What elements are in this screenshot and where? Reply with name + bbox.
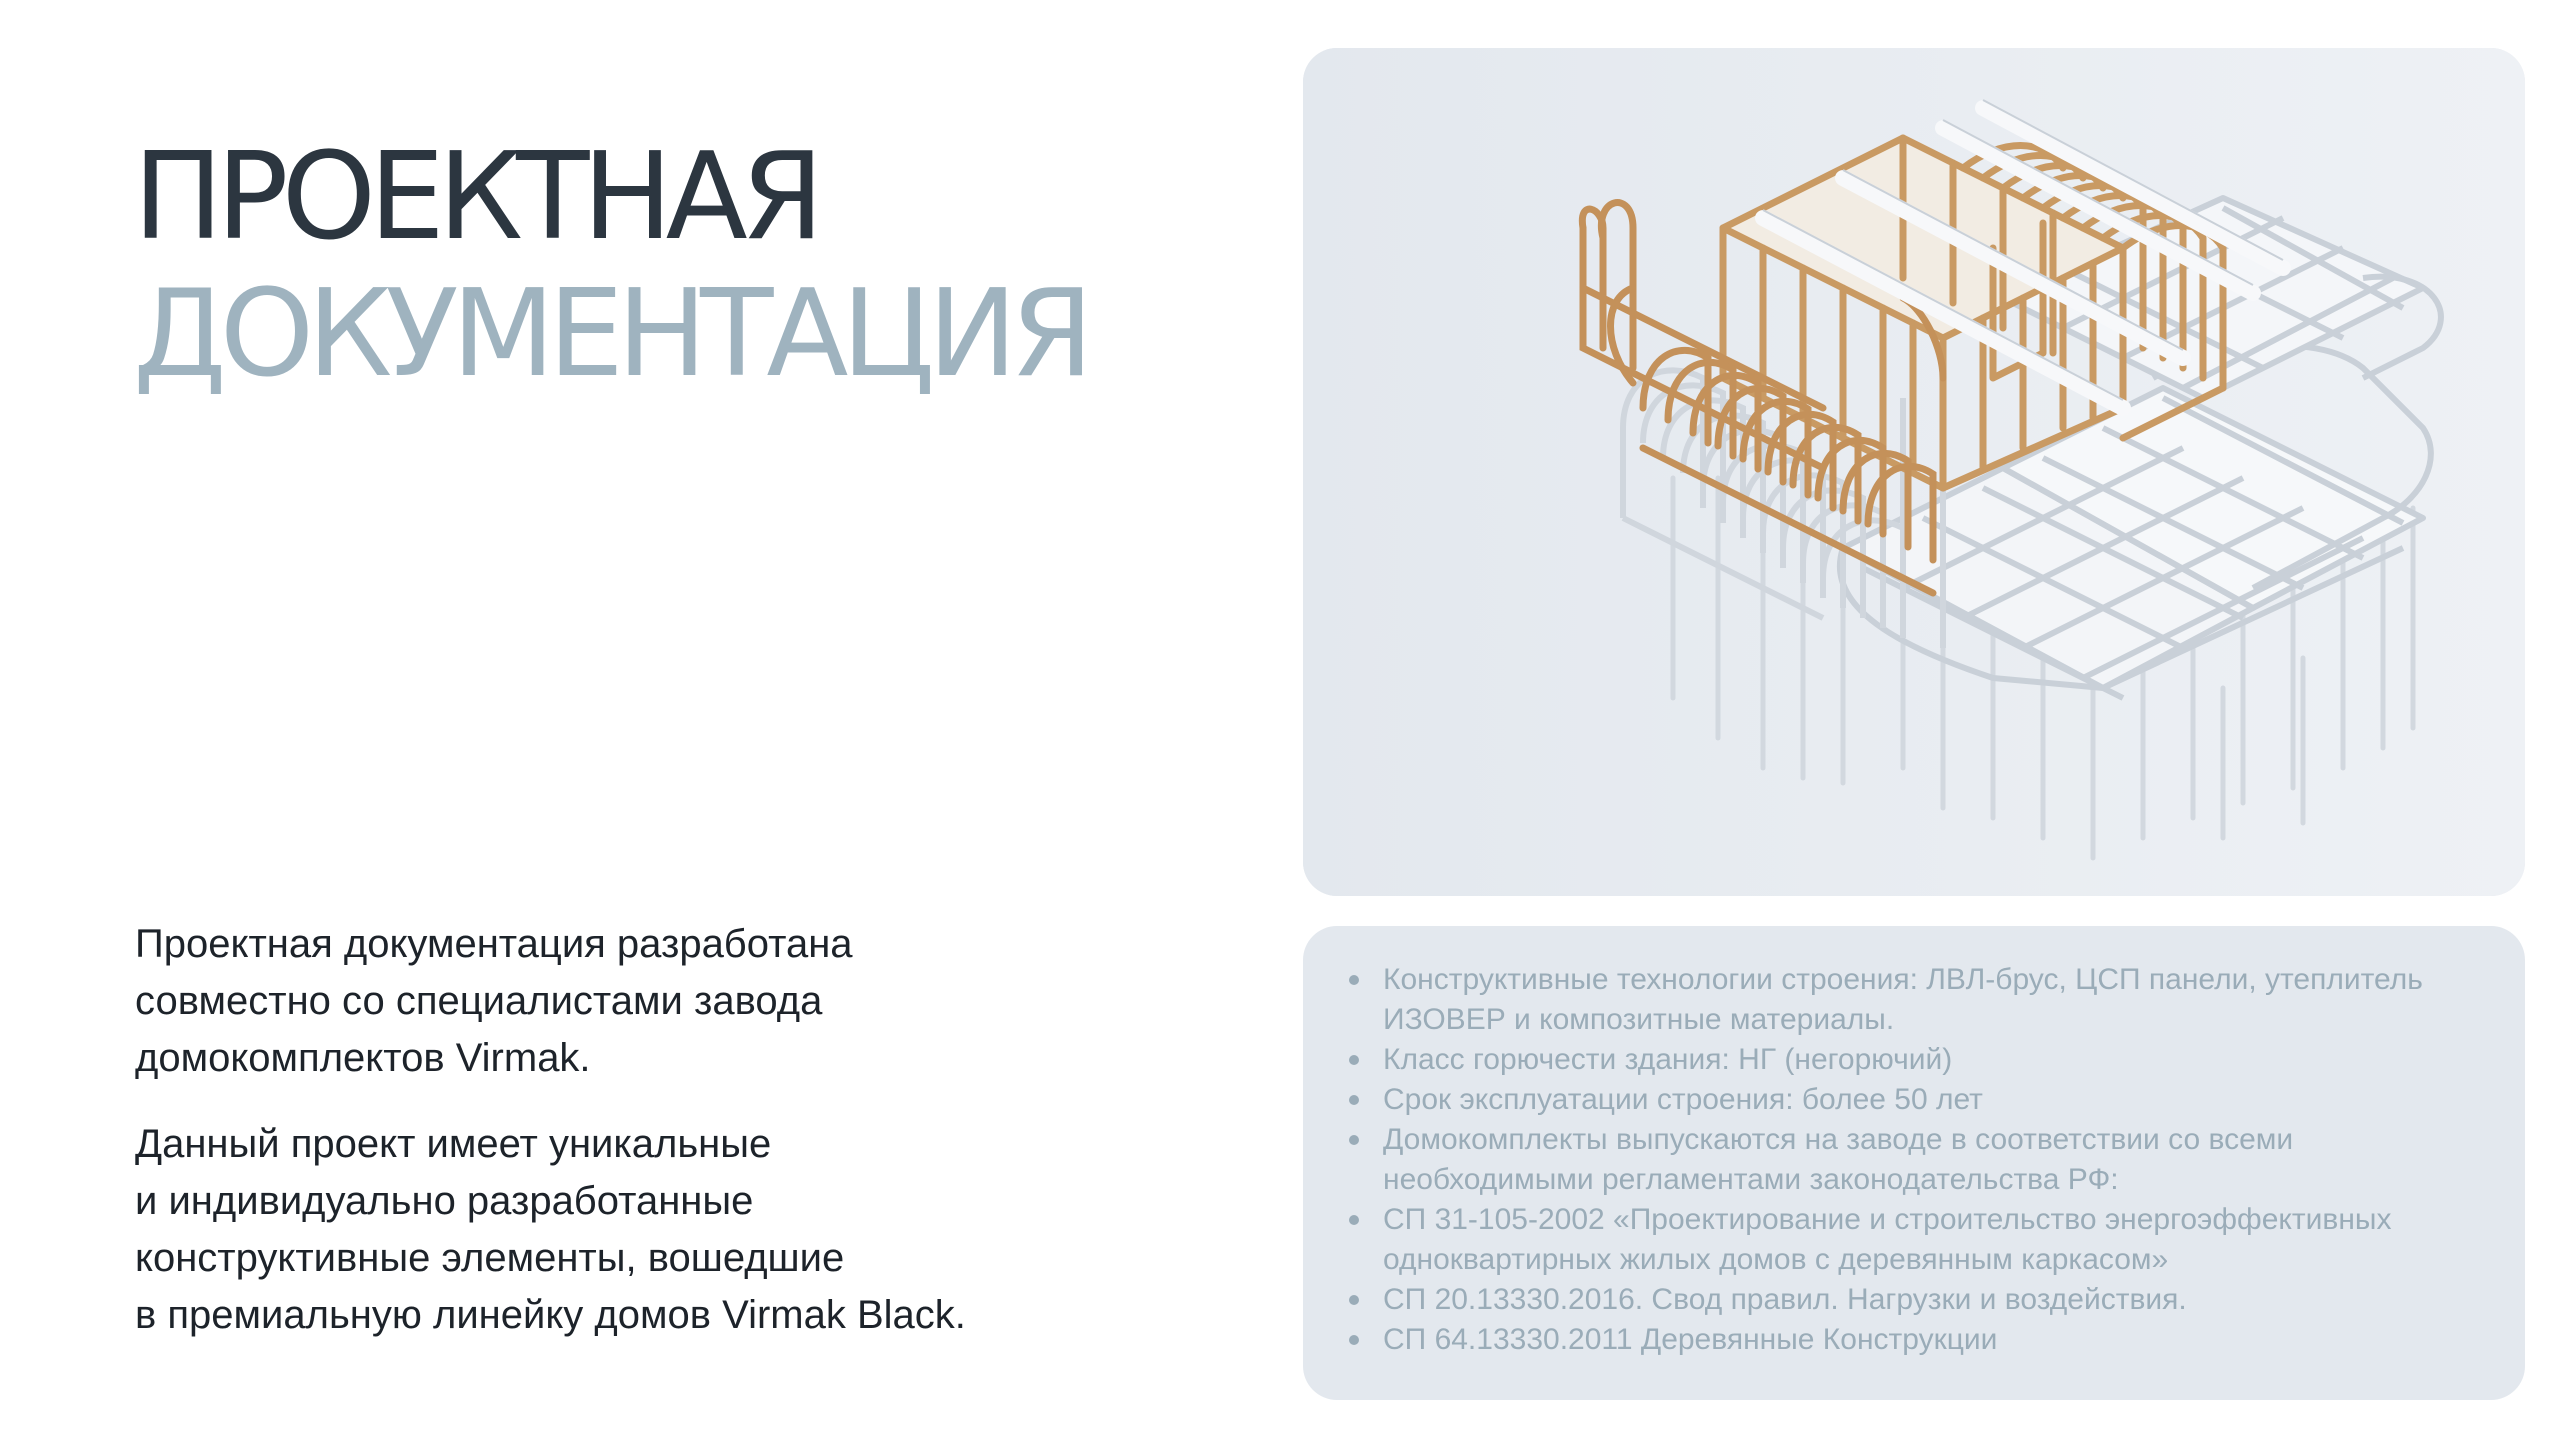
intro-paragraph-1	[135, 916, 1095, 1087]
spec-item-line: Срок эксплуатации строения: более 50 лет	[1383, 1083, 1983, 1116]
spec-item-line: СП 31-105-2002 «Проектирование и строительство энергоэффективных	[1383, 1203, 2392, 1236]
bullet-icon	[1349, 1215, 1359, 1225]
spec-item-line: одноквартирных жилых домов с деревянным каркасом»	[1383, 1243, 2169, 1276]
intro-paragraph-1-line: совместно со специалистами завода	[135, 979, 823, 1023]
intro-paragraph-1-line: домокомплектов Virmak.	[135, 1036, 591, 1080]
page-title-line-2: ДОКУМЕНТАЦИЯ	[133, 265, 1087, 404]
spec-item	[1343, 1120, 2503, 1200]
bullet-icon	[1349, 975, 1359, 985]
spec-item-line: необходимыми регламентами законодательства РФ:	[1383, 1163, 2119, 1196]
spec-item	[1343, 1280, 2503, 1320]
spec-item	[1343, 960, 2503, 1040]
spec-item	[1343, 1320, 2503, 1360]
spec-item-line: СП 64.13330.2011 Деревянные Конструкции	[1383, 1323, 1998, 1356]
bullet-icon	[1349, 1055, 1359, 1065]
specifications-card	[1303, 926, 2525, 1400]
timber-frame-house-illustration	[1303, 48, 2525, 896]
specifications-list	[1343, 960, 2503, 1360]
bullet-icon	[1349, 1095, 1359, 1105]
spec-item	[1343, 1200, 2503, 1280]
intro-paragraph-2-line: в премиальную линейку домов Virmak Black.	[135, 1293, 966, 1337]
page-title-line-1: ПРОЕКТНАЯ	[133, 128, 818, 267]
spec-item-line: Домокомплекты выпускаются на заводе в соответствии со всеми	[1383, 1123, 2294, 1156]
intro-paragraph-2-line: Данный проект имеет уникальные	[135, 1122, 772, 1166]
spec-item-line: СП 20.13330.2016. Свод правил. Нагрузки и воздействия.	[1383, 1283, 2187, 1316]
spec-item-line: Класс горючести здания: НГ (негорючий)	[1383, 1043, 1953, 1076]
frame-illustration-card	[1303, 48, 2525, 896]
bullet-icon	[1349, 1135, 1359, 1145]
spec-item-line: Конструктивные технологии строения: ЛВЛ-брус, ЦСП панели, утеплитель	[1383, 963, 2423, 996]
intro-paragraph-2-line: конструктивные элементы, вошедшие	[135, 1236, 845, 1280]
bullet-icon	[1349, 1335, 1359, 1345]
intro-paragraph-2	[135, 1116, 1095, 1344]
bullet-icon	[1349, 1295, 1359, 1305]
spec-item-line: ИЗОВЕР и композитные материалы.	[1383, 1003, 1895, 1036]
spec-item	[1343, 1080, 2503, 1120]
spec-item	[1343, 1040, 2503, 1080]
intro-paragraph-2-line: и индивидуально разработанные	[135, 1179, 754, 1223]
intro-paragraph-1-line: Проектная документация разработана	[135, 922, 853, 966]
